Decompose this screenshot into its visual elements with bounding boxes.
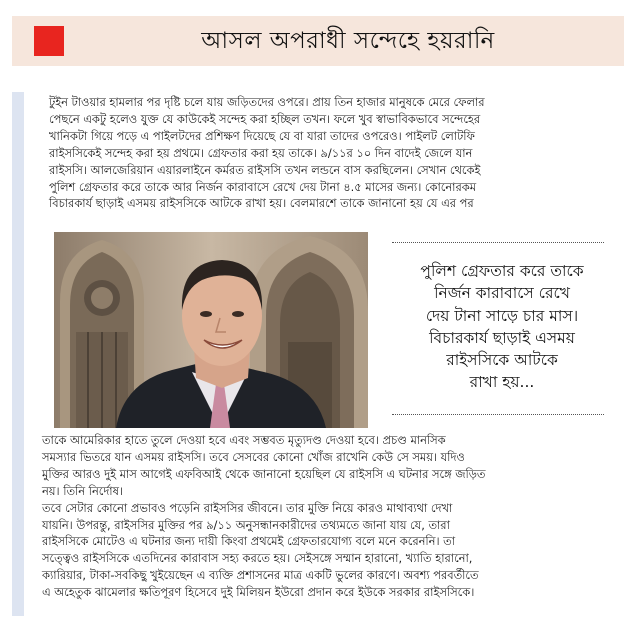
article-line: তবে সেটার কোনো প্রভাবও পড়েনি রাইসসির জীবনে। তার মুক্তি নিয়ে কারও মাথাব্যথা দেখা bbox=[42, 500, 453, 515]
article-line: রাইসসি। আলজেরিয়ান এয়ারলাইনে কর্মরত রাইসসি তখন লন্ডনে বাস করছিলেন। সেখান থেকেই bbox=[49, 162, 481, 177]
portrait-illustration bbox=[54, 232, 368, 428]
article-paragraph-2 bbox=[42, 432, 485, 601]
article-line: টুইন টাওয়ার হামলার পর দৃষ্টি চলে যায় জড়িতদের ওপরে। প্রায় তিন হাজার মানুষকে মেরে ফেলার bbox=[49, 95, 485, 109]
article-paragraph-1 bbox=[49, 94, 485, 212]
pull-quote-line: পুলিশ গ্রেফতার করে তাকে bbox=[420, 262, 584, 280]
article-line: বিচারকার্য ছাড়াই এসময় রাইসসিকে আটকে রাখা হয়। বেলমারশে তাকে জানানো হয় যে এর পর bbox=[49, 196, 474, 211]
article-line: এ অহেতুক ঝামেলার ক্ষতিপূরণ হিসেবে দুই মিলিয়ন ইউরো প্রদান করে ইউকে সরকার রাইসসিকে। bbox=[42, 585, 475, 600]
pull-quote-line: রাখা হয়... bbox=[469, 373, 535, 392]
pull-quote-line: বিচারকার্য ছাড়াই এসময় bbox=[429, 328, 575, 347]
header-band bbox=[12, 16, 624, 66]
quote-divider-top bbox=[392, 242, 604, 243]
page-title: আসল অপরাধী সন্দেহে হয়রানি bbox=[201, 28, 495, 54]
pull-quote-line: দেয় টানা সাড়ে চার মাস। bbox=[425, 306, 579, 325]
left-accent-bar bbox=[12, 92, 24, 616]
portrait-photo bbox=[54, 232, 368, 428]
article-line: পুলিশ গ্রেফতার করে তাকে আর নির্জন কারাবাসে রেখে দেয় টানা ৪.৫ মাসের জন্য। কোনোরকম bbox=[49, 179, 477, 194]
article-line: ক্যারিয়ার, টাকা-সবকিছু খুইয়েছেন এ ব্যক্তি প্রশাসনের মাত্র একটি ভুলের কারণে। অবশ্য পরবর্তীতে bbox=[42, 568, 479, 583]
article-line: সমস্যার ভিতরে যান এসময় রাইসসি। তবে সেসবের কোনো খোঁজ রাখেনি কেউ সে সময়। যদিও bbox=[42, 449, 465, 464]
article-line: যায়নি। উপরন্তু, রাইসসির মুক্তির পর ৯/১১ অনুসন্ধানকারীদের তথ্যমতে জানা যায় যে, তারা bbox=[42, 517, 450, 532]
article-line: পেছনে একটু হলেও যুক্ত যে কাউকেই সন্দেহ করা হচ্ছিল তখন। ফলে খুব স্বাভাবিকভাবে সন্দেহের bbox=[49, 111, 481, 126]
pull-quote-line: রাইসসিকে আটকে bbox=[446, 351, 558, 370]
red-square-marker bbox=[34, 26, 64, 56]
article-line: সত্ত্বেও রাইসসিকে এতদিনের কারাবাস সহ্য করতে হয়। সেইসঙ্গে সম্মান হারানো, খ্যাতি হারানো, bbox=[42, 551, 473, 566]
article-line: রাইসসিকে মোটেও এ ঘটনার জন্য দায়ী কিংবা প্রথমেই গ্রেফতারযোগ্য বলে মনে করেননি। তা bbox=[42, 534, 456, 549]
article-line: মুক্তির আরও দুই মাস আগেই এফবিআই থেকে জানানো হয়েছিল যে রাইসসি এ ঘটনার সঙ্গে জড়িত bbox=[42, 466, 486, 481]
quote-divider-bottom bbox=[392, 414, 604, 415]
pull-quote bbox=[392, 260, 612, 394]
pull-quote-line: নির্জন কারাবাসে রেখে bbox=[434, 284, 570, 303]
article-line: রাইসসিকেই সন্দেহ করা হয় প্রথমে। গ্রেফতার করা হয় তাকে। ৯/১১র ১০ দিন বাদেই জেলে যান bbox=[49, 145, 473, 160]
article-line: তাকে আমেরিকার হাতে তুলে দেওয়া হবে এবং সম্ভবত মৃত্যুদণ্ড দেওয়া হবে। প্রচণ্ড মানসিক bbox=[42, 433, 446, 447]
article-line: নয়। তিনি নির্দোষ। bbox=[42, 483, 123, 498]
article-line: খানিকটা গিয়ে পড়ে এ পাইলটদের প্রশিক্ষণ দিয়েছে যে বা যারা তাদের ওপরেও। পাইলট লোটফি bbox=[49, 128, 475, 143]
